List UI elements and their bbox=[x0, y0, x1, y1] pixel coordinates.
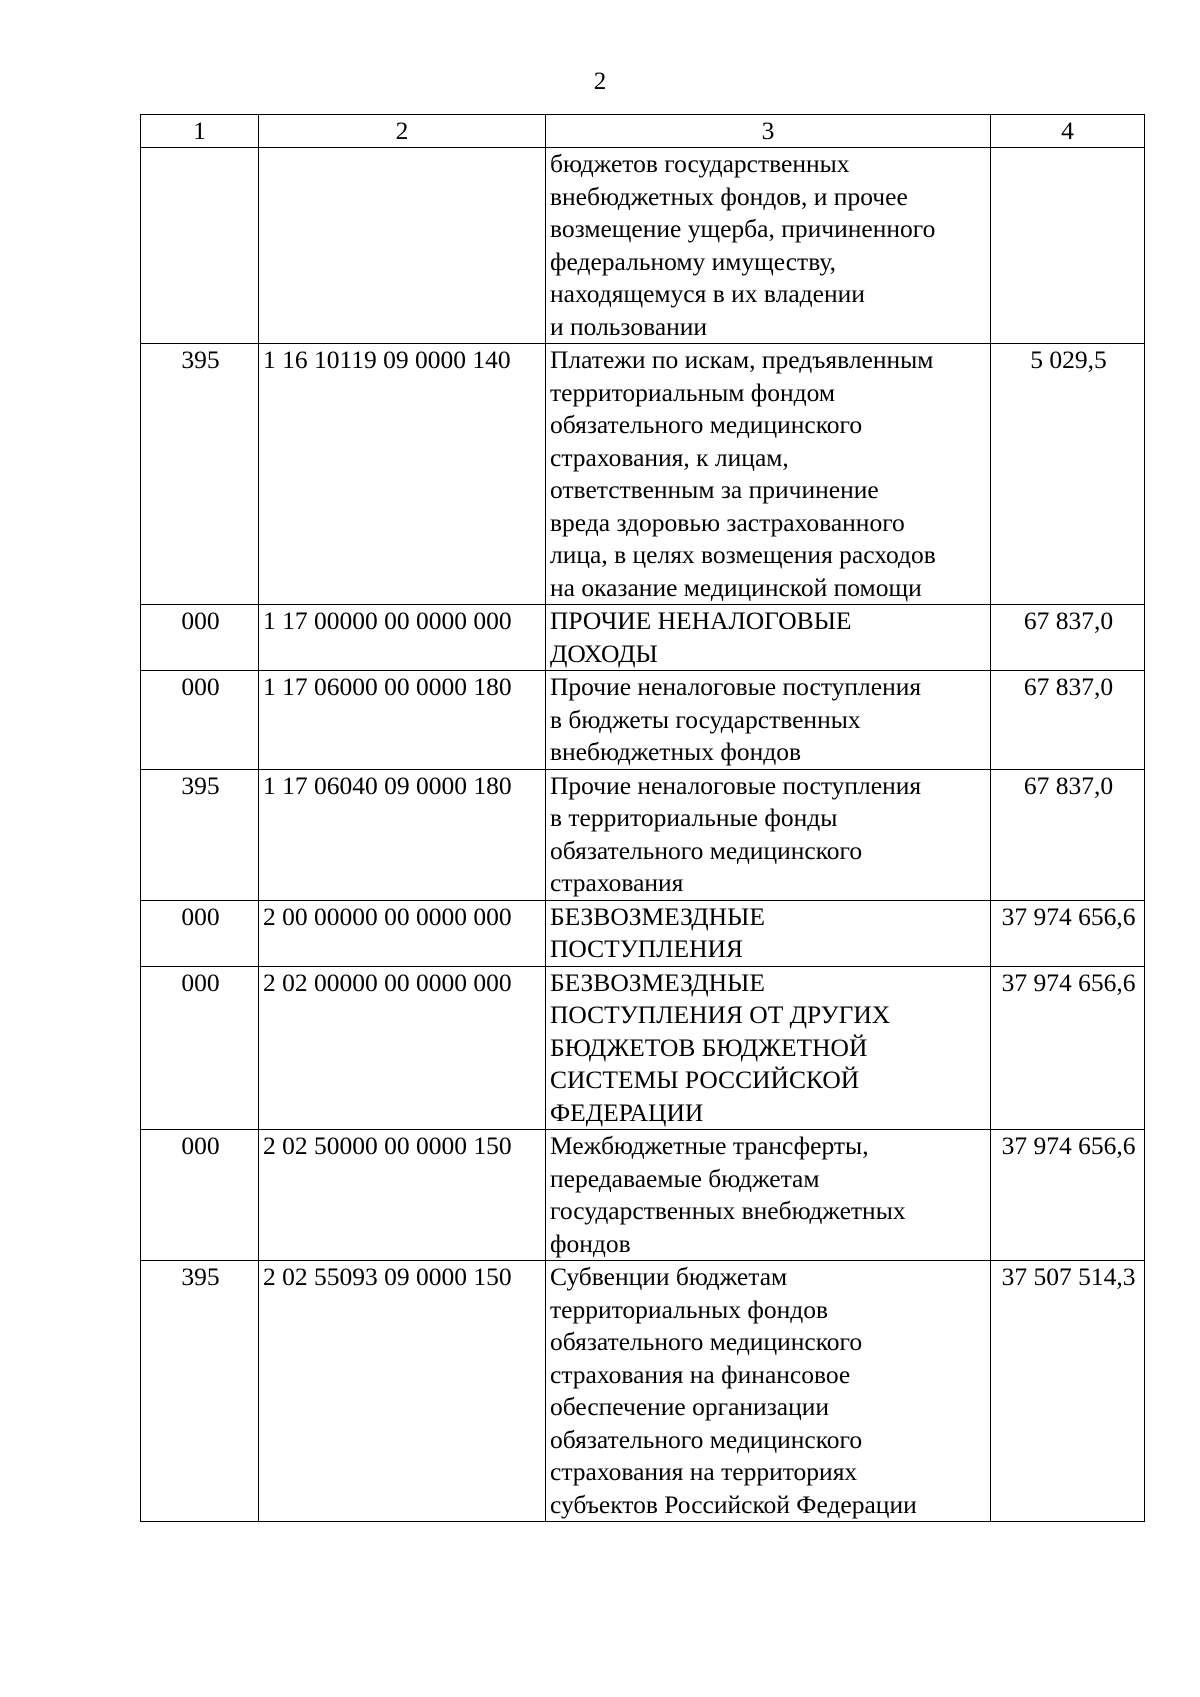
revenue-name-line: Межбюджетные трансферты, bbox=[550, 1131, 869, 1160]
admin-code-cell: 000 bbox=[141, 671, 259, 770]
column-header-4: 4 bbox=[991, 115, 1145, 148]
revenue-name-line: территориальным фондом bbox=[550, 377, 836, 407]
amount-cell: 37 974 656,6 bbox=[991, 900, 1145, 966]
table-row bbox=[141, 1130, 1145, 1261]
revenue-name-line: на оказание медицинской помощи bbox=[550, 572, 922, 602]
amount-cell: 67 837,0 bbox=[991, 605, 1145, 671]
revenue-name-line: страхования bbox=[550, 868, 684, 897]
budget-classification-code-cell: 2 00 00000 00 0000 000 bbox=[259, 900, 546, 966]
revenue-name-line: БЕЗВОЗМЕЗДНЫЕ bbox=[550, 901, 765, 931]
page-number: 2 bbox=[593, 68, 607, 95]
revenue-name-line: обязательного медицинского bbox=[550, 1327, 863, 1356]
admin-code-cell: 000 bbox=[141, 900, 259, 966]
revenue-name-line: страхования, к лицам, bbox=[550, 442, 789, 472]
revenue-name-cell bbox=[546, 671, 991, 770]
revenue-name-line: ФЕДЕРАЦИИ bbox=[550, 1097, 704, 1127]
table-row bbox=[141, 769, 1145, 900]
budget-classification-code-cell: 1 16 10119 09 0000 140 bbox=[259, 344, 546, 605]
revenue-name-line: возмещение ущерба, причиненного bbox=[550, 214, 936, 243]
admin-code-cell: 395 bbox=[141, 344, 259, 605]
table-row bbox=[141, 900, 1145, 966]
revenue-name-line: лица, в целях возмещения расходов bbox=[550, 540, 936, 569]
admin-code-cell: 000 bbox=[141, 605, 259, 671]
revenue-name-line: Субвенции бюджетам bbox=[550, 1262, 788, 1291]
admin-code-cell: 395 bbox=[141, 1261, 259, 1522]
revenue-table bbox=[140, 114, 1145, 1522]
revenue-name-line: страхования на финансовое bbox=[550, 1359, 851, 1389]
table-body bbox=[141, 148, 1145, 1522]
revenue-name-line: обязательного медицинского bbox=[550, 1424, 863, 1454]
budget-classification-code-cell: 2 02 50000 00 0000 150 bbox=[259, 1130, 546, 1261]
revenue-name-line: ответственным за причинение bbox=[550, 475, 879, 504]
budget-classification-code-cell: 2 02 55093 09 0000 150 bbox=[259, 1261, 546, 1522]
revenue-name-line: территориальных фондов bbox=[550, 1294, 829, 1324]
revenue-name-cell bbox=[546, 1130, 991, 1261]
revenue-name-line: передаваемые бюджетам bbox=[550, 1163, 820, 1193]
revenue-name-line: федеральному имуществу, bbox=[550, 246, 836, 276]
table-row bbox=[141, 148, 1145, 344]
revenue-name-cell bbox=[546, 344, 991, 605]
revenue-name-line: обеспечение организации bbox=[550, 1392, 830, 1421]
table-row bbox=[141, 344, 1145, 605]
amount-cell: 37 974 656,6 bbox=[991, 1130, 1145, 1261]
revenue-name-line: Прочие неналоговые поступления bbox=[550, 672, 922, 701]
column-header-2: 2 bbox=[259, 115, 546, 148]
revenue-name-line: обязательного медицинского bbox=[550, 410, 863, 439]
amount-cell: 37 974 656,6 bbox=[991, 966, 1145, 1130]
admin-code-cell: 000 bbox=[141, 1130, 259, 1261]
amount-cell bbox=[991, 148, 1145, 344]
budget-classification-code-cell: 2 02 00000 00 0000 000 bbox=[259, 966, 546, 1130]
table-row bbox=[141, 966, 1145, 1130]
admin-code-cell bbox=[141, 148, 259, 344]
revenue-name-line: обязательного медицинского bbox=[550, 835, 863, 865]
budget-classification-code-cell: 1 17 00000 00 0000 000 bbox=[259, 605, 546, 671]
revenue-name-line: находящемуся в их владении bbox=[550, 279, 865, 308]
budget-classification-code-cell: 1 17 06040 09 0000 180 bbox=[259, 769, 546, 900]
revenue-name-line: СИСТЕМЫ РОССИЙСКОЙ bbox=[550, 1065, 860, 1094]
revenue-name-line: БЕЗВОЗМЕЗДНЫЕ bbox=[550, 967, 765, 997]
revenue-name-line: страхования на территориях bbox=[550, 1457, 858, 1486]
revenue-name-line: бюджетов государственных bbox=[550, 149, 850, 178]
revenue-name-cell bbox=[546, 900, 991, 966]
revenue-name-line: ПОСТУПЛЕНИЯ ОТ ДРУГИХ bbox=[550, 1000, 891, 1029]
revenue-name-line: вреда здоровью застрахованного bbox=[550, 507, 905, 537]
column-header-3: 3 bbox=[546, 115, 991, 148]
revenue-name-line: Платежи по искам, предъявленным bbox=[550, 345, 934, 374]
admin-code-cell: 000 bbox=[141, 966, 259, 1130]
revenue-name-line: ПРОЧИЕ НЕНАЛОГОВЫЕ bbox=[550, 606, 852, 635]
revenue-name-line: БЮДЖЕТОВ БЮДЖЕТНОЙ bbox=[550, 1032, 868, 1062]
revenue-name-line: ДОХОДЫ bbox=[550, 638, 658, 668]
table-row bbox=[141, 671, 1145, 770]
revenue-name-line: и пользовании bbox=[550, 311, 708, 341]
revenue-name-line: ПОСТУПЛЕНИЯ bbox=[550, 934, 743, 963]
revenue-name-line: внебюджетных фондов bbox=[550, 737, 802, 766]
column-header-1: 1 bbox=[141, 115, 259, 148]
revenue-name-cell bbox=[546, 1261, 991, 1522]
revenue-name-line: внебюджетных фондов, и прочее bbox=[550, 181, 908, 211]
revenue-name-line: в территориальные фонды bbox=[550, 803, 838, 832]
revenue-name-cell bbox=[546, 605, 991, 671]
admin-code-cell: 395 bbox=[141, 769, 259, 900]
table-header-row bbox=[141, 115, 1145, 148]
amount-cell: 67 837,0 bbox=[991, 769, 1145, 900]
revenue-name-line: фондов bbox=[550, 1228, 631, 1258]
revenue-name-line: в бюджеты государственных bbox=[550, 704, 861, 734]
revenue-name-cell bbox=[546, 148, 991, 344]
revenue-name-cell bbox=[546, 769, 991, 900]
revenue-name-line: субъектов Российской Федерации bbox=[550, 1489, 917, 1519]
amount-cell: 37 507 514,3 bbox=[991, 1261, 1145, 1522]
revenue-name-cell bbox=[546, 966, 991, 1130]
amount-cell: 67 837,0 bbox=[991, 671, 1145, 770]
table-row bbox=[141, 1261, 1145, 1522]
revenue-name-line: государственных внебюджетных bbox=[550, 1196, 906, 1225]
budget-classification-code-cell: 1 17 06000 00 0000 180 bbox=[259, 671, 546, 770]
revenue-name-line: Прочие неналоговые поступления bbox=[550, 770, 922, 800]
table-row bbox=[141, 605, 1145, 671]
budget-classification-code-cell bbox=[259, 148, 546, 344]
amount-cell: 5 029,5 bbox=[991, 344, 1145, 605]
